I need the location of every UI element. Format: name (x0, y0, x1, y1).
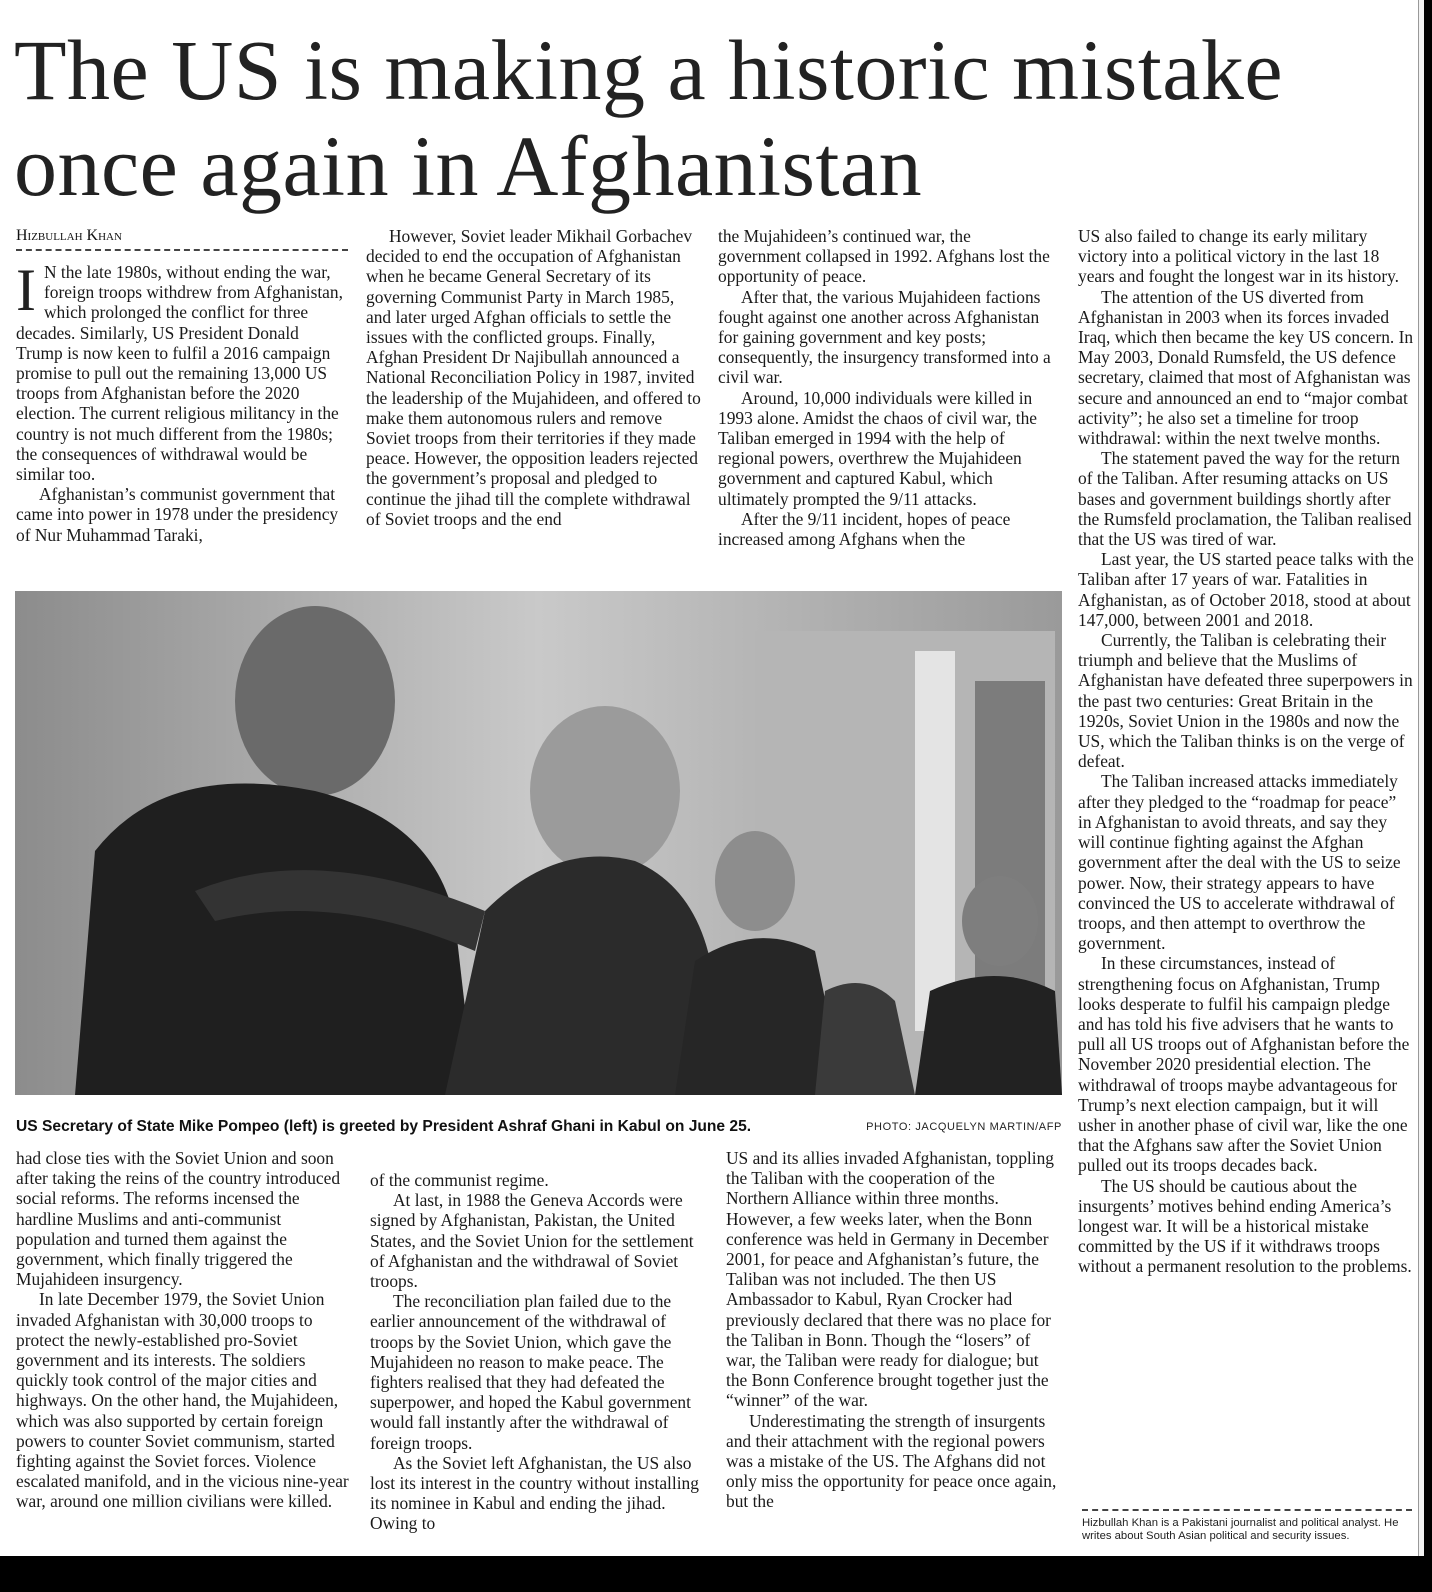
photo-caption (16, 1118, 1062, 1140)
byline: Hizbullah Khan (16, 226, 348, 251)
paragraph: US also failed to change its early military victory into a political victory in the last 18 years and fought the longest war in its history. (1078, 226, 1400, 287)
news-photo (15, 591, 1062, 1095)
column-1-top (16, 262, 348, 572)
paragraph: At last, in 1988 the Geneva Accords were signed by Afghanistan, Pakistan, the United States, and the Soviet Union for the settlement of Afghanistan and the withdrawal of Soviet troops. (370, 1190, 694, 1292)
paragraph: After that, the various Mujahideen factions fought against one another across Afghanistan for gaining government and key posts; consequently, the insurgency transformed into a civil war. (718, 286, 1051, 388)
photo-credit: PHOTO: JACQUELYN MARTIN/AFP (866, 1121, 1062, 1133)
paragraph: The reconciliation plan failed due to the earlier announcement of the withdrawal of troops by the Soviet Union, which gave the Mujahideen no reason to make peace. The fighters realised that they had defeated the superpower, and hoped the Kabul government would fall instantly after the withdrawal of foreign troops. (370, 1291, 691, 1453)
paragraph: In these circumstances, instead of strengthening focus on Afghanistan, Trump looks desperate to fulfil his campaign pledge and has told his five advisers that he wants to pull all US troops out of Afghanistan before the November 2020 presidential election. The withdrawal of troops maybe advantageous for Trump’s next election campaign, but it will usher in another phase of civil war, like the one that the Afghans saw after the Soviet Union pulled out its troops decades back. (1078, 953, 1410, 1176)
paragraph: US and its allies invaded Afghanistan, toppling the Taliban with the cooperation of the Northern Alliance within three months. However, a few weeks later, when the Bonn conference was held in Germany in December 2001, for peace and Afghanistan’s future, the Taliban was not included. The then US Ambassador to Kabul, Ryan Crocker had previously declared that there was no place for the Taliban in Bonn. Though the “losers” of war, the Taliban were ready for dialogue; but the Bonn Conference brought together just the “winner” of the war. (726, 1148, 1054, 1411)
paragraph: The US should be cautious about the insurgents’ motives behind ending America’s longest war. It will be a historical mistake committed by the US if it withdraws troops without a permanent resolution to the problems. (1078, 1175, 1412, 1277)
paragraph-text: N the late 1980s, without ending the war, foreign troops withdrew from Afghanistan, which prolonged the conflict for three decades. Similarly, US President Donald Trump is now keen to fulfil a 2016 campaign promise to pull out the remaining 13,000 US troops from Afghanistan before the 2020 election. The current religious militancy in the country is not much different from the 1980s; the consequences of withdrawal would be similar too. (16, 262, 343, 485)
column-3-bottom (726, 1148, 1062, 1552)
paragraph: The attention of the US diverted from Afghanistan in 2003 when its forces invaded Iraq, which then became the key US concern. In May 2003, Donald Rumsfeld, the US defence secretary, claimed that most of Afghanistan was secure and announced an end to “major combat activity”; he also set a timeline for troop withdrawal: within the next twelve months. (1078, 286, 1414, 449)
paragraph: As the Soviet left Afghanistan, the US also lost its interest in the country without installing its nominee in Kabul and ending the jihad. Owing to (370, 1452, 699, 1534)
column-1-bottom (16, 1148, 352, 1552)
drop-cap: I (16, 262, 36, 323)
page-edge (1418, 0, 1424, 1556)
column-3-top (718, 226, 1058, 572)
paragraph: The Taliban increased attacks immediately after they pledged to the “roadmap for peace” in Afghanistan to avoid threats, and say they will continue fighting against the Afghan government after the deal with the US to seize power. Now, their strategy appears to have convinced the US to accelerate withdrawal of troops, and then attempt to overthrow the government. (1078, 771, 1401, 954)
photo-illustration (15, 591, 1062, 1095)
paragraph: had close ties with the Soviet Union and soon after taking the reins of the country introduced social reforms. The reforms incensed the hardline Muslims and anti-communist population and turned them against the government, which finally triggered the Mujahideen insurgency. (16, 1148, 341, 1290)
paragraph: The statement paved the way for the return of the Taliban. After resuming attacks on US bases and government buildings shortly after the Rumsfeld proclamation, the Taliban realised that the US was tired of war. (1078, 448, 1412, 550)
paragraph: However, Soviet leader Mikhail Gorbachev decided to end the occupation of Afghanistan when he became General Secretary of its governing Communist Party in March 1985, and later urged Afghan officials to settle the issues with the conflicted groups. Finally, Afghan President Dr Najibullah announced a National Reconciliation Policy in 1987, invited the leadership of the Mujahideen, and offered to make them autonomous rulers and remove Soviet troops from their territories if they made peace. However, the opposition leaders rejected the government’s proposal and pledged to continue the jihad till the complete withdrawal of Soviet troops and the end (366, 226, 701, 529)
paragraph: In late December 1979, the Soviet Union invaded Afghanistan with 30,000 troops to protect the newly-established pro-Soviet government and its interests. The soldiers quickly took control of the major cities and highways. On the other hand, the Mujahideen, which was also supported by certain foreign powers to counter Soviet communism, started fighting against the Soviet forces. Violence escalated manifold, and in the vicious nine-year war, around one million civilians were killed. (16, 1289, 349, 1512)
column-2-bottom (370, 1170, 706, 1552)
paragraph: Underestimating the strength of insurgents and their attachment with the regional powers was a mistake of the US. The Afghans did not only miss the opportunity for peace once again, but the (726, 1410, 1057, 1512)
caption-text: US Secretary of State Mike Pompeo (left) is greeted by President Ashraf Ghani in Kabul on June 25. (16, 1118, 752, 1135)
column-2-top (366, 226, 702, 572)
paragraph: Last year, the US started peace talks with the Taliban after 17 years of war. Fatalities in Afghanistan, as of October 2018, stood at about 147,000, between 2001 and 2018. (1078, 549, 1414, 630)
column-4 (1078, 226, 1414, 1498)
paragraph: of the communist regime. (370, 1170, 549, 1190)
paragraph: Currently, the Taliban is celebrating their triumph and believe that the Muslims of Afghanistan have defeated three superpowers in the past two centuries: Great Britain in the 1920s, Soviet Union in the 1980s and now the US, which the Taliban thinks is on the verge of defeat. (1078, 630, 1413, 772)
paragraph: Afghanistan’s communist government that came into power in 1978 under the presidency of Nur Muhammad Taraki, (16, 484, 339, 545)
paragraph: Around, 10,000 individuals were killed in 1993 alone. Amidst the chaos of civil war, the Taliban emerged in 1994 with the help of regional powers, overthrew the Mujahideen government and captured Kabul, which ultimately prompted the 9/11 attacks. (718, 387, 1038, 509)
headline: The US is making a historic mistake once again in Afghanistan (14, 22, 1284, 214)
paragraph: After the 9/11 incident, hopes of peace increased among Afghans when the (718, 508, 1011, 550)
author-bio: Hizbullah Khan is a Pakistani journalist and political analyst. He writes about South Asian political and security issues. (1082, 1509, 1412, 1544)
paragraph: the Mujahideen’s continued war, the government collapsed in 1992. Afghans lost the opportunity of peace. (718, 226, 1050, 287)
paragraph (16, 262, 348, 484)
